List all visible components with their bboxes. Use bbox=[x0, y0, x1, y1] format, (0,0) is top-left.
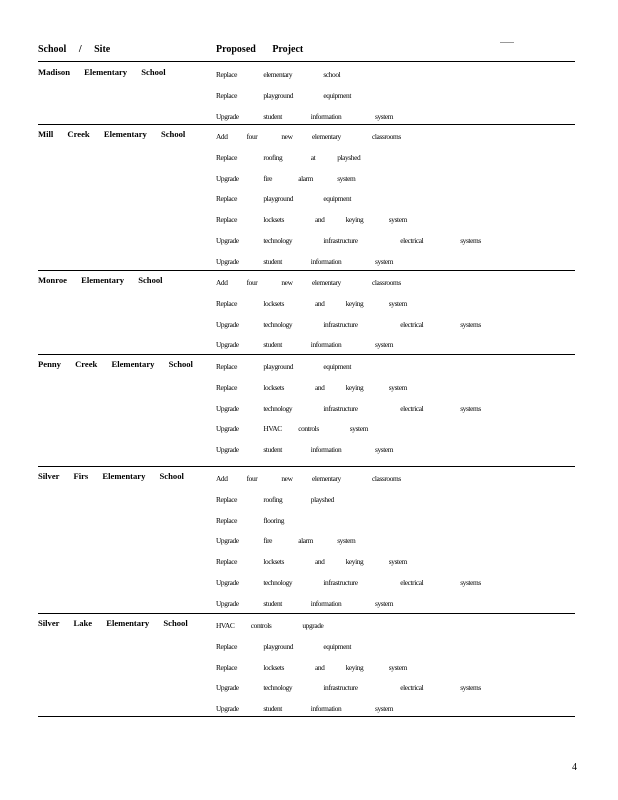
school-group: Mill Creek Elementary School Add four new elementary classrooms Replace roofing at playshed Upgrade fire alarm system Replace playground equipment Replace locksets and keying system Upgrade technology infrastructure electrical systems Upgrade student information system bbox=[38, 124, 575, 271]
school-group: Silver Firs Elementary School Add four new elementary classrooms Replace roofing playshed Replace flooring Upgrade fire alarm system Replace locksets and keying system Upgrade technology infrastructure electrical systems Upgrade student information system bbox=[38, 466, 575, 614]
school-name: Silver Lake Elementary School bbox=[38, 618, 188, 628]
school-name: Mill Creek Elementary School bbox=[38, 129, 186, 139]
header-proposed-project: Proposed Project bbox=[216, 44, 304, 55]
school-name: Monroe Elementary School bbox=[38, 275, 163, 285]
school-group: Penny Creek Elementary School Replace playground equipment Replace locksets and keying system Upgrade technology infrastructure electrical systems Upgrade HVAC controls system Upgrade student information system bbox=[38, 354, 575, 467]
page-number: 4 bbox=[572, 762, 577, 773]
table-header bbox=[38, 44, 575, 60]
school-name: Penny Creek Elementary School bbox=[38, 359, 193, 369]
school-name: Madison Elementary School bbox=[38, 67, 166, 77]
school-group: Monroe Elementary School Add four new elementary classrooms Replace locksets and keying system Upgrade technology infrastructure electrical systems Upgrade student information system bbox=[38, 270, 575, 355]
school-name: Silver Firs Elementary School bbox=[38, 471, 184, 481]
school-group: Madison Elementary School Replace elementary school Replace playground equipment Upgrade student information system bbox=[38, 62, 575, 125]
header-school-site: School / Site bbox=[38, 44, 111, 55]
school-group: Silver Lake Elementary School HVAC controls upgrade Replace playground equipment Replace locksets and keying system Upgrade technology infrastructure electrical systems Upgrade student information system bbox=[38, 613, 575, 717]
header-mark bbox=[500, 42, 514, 43]
